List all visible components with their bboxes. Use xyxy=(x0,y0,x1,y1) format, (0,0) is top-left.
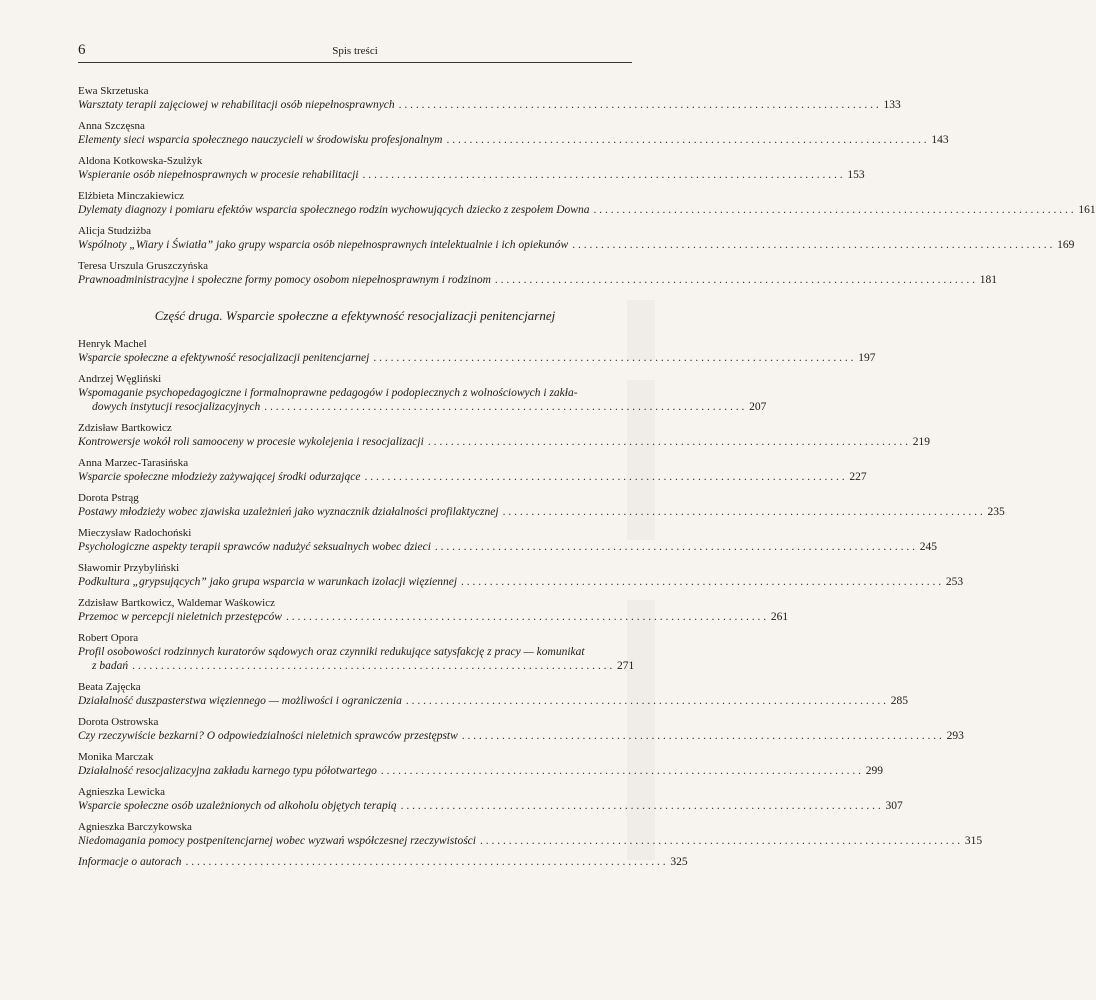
toc-entry xyxy=(78,785,903,813)
dot-leader xyxy=(260,400,746,414)
entry-title: Dylematy diagnozy i pomiaru efektów wsparcia społecznego rodzin wychowujących dziecko z zespołem Downa xyxy=(78,204,590,216)
entry-title-line xyxy=(78,540,938,554)
dot-leader xyxy=(431,540,917,554)
entry-title: Wspomaganie psychopedagogiczne i formalnoprawne pedagogów i podopiecznych z wolnościowych i zakła- xyxy=(78,387,578,399)
dot-leader xyxy=(568,238,1054,252)
entry-title: Informacje o autorach xyxy=(78,856,182,868)
entry-title: Wsparcie społeczne osób uzależnionych od alkoholu objętych terapią xyxy=(78,800,397,812)
entry-title: Postawy młodzieży wobec zjawiska uzależnień jako wyznacznik działalności profilaktycznej xyxy=(78,506,499,518)
toc-entry-final xyxy=(78,855,688,869)
toc-entry xyxy=(78,491,1005,519)
dot-leader xyxy=(128,659,614,673)
entry-title-line xyxy=(78,610,789,624)
dot-leader xyxy=(458,729,944,743)
entry-title: Prawnoadministracyjne i społeczne formy pomocy osobom niepełnosprawnym i rodzinom xyxy=(78,274,491,286)
entry-author: Mieczysław Radochoński xyxy=(78,527,192,539)
entry-page-number: 181 xyxy=(979,274,998,286)
entry-title: Niedomagania pomocy postpenitencjarnej wobec wyzwań współczesnej rzeczywistości xyxy=(78,835,476,847)
entry-author: Alicja Studziżba xyxy=(78,225,152,237)
entry-author: Anna Szczęsna xyxy=(78,120,145,132)
dot-leader xyxy=(424,435,910,449)
entry-title-line xyxy=(78,400,767,414)
entry-author: Monika Marczak xyxy=(78,751,154,763)
entry-page-number: 315 xyxy=(964,835,983,847)
entry-page-number: 285 xyxy=(890,695,909,707)
entry-page-number: 235 xyxy=(987,506,1005,518)
dot-leader xyxy=(476,834,962,848)
part-two-heading: Część druga. Wsparcie społeczne a efektywność resocjalizacji penitencjarnej xyxy=(154,308,556,323)
entry-title: Działalność resocjalizacyjna zakładu karnego typu półotwartego xyxy=(78,765,377,777)
entry-page-number: 325 xyxy=(670,856,688,868)
entry-page-number: 253 xyxy=(945,576,964,588)
entry-title: Przemoc w percepcji nieletnich przestępców xyxy=(78,611,282,623)
entry-title-line xyxy=(78,659,635,673)
entry-title: Wspólnoty „Wiary i Światła” jako grupy wsparcia osób niepełnosprawnych intelektualnie i ich opiekunów xyxy=(78,239,569,251)
dot-leader xyxy=(442,133,928,147)
entry-title: Warsztaty terapii zajęciowej w rehabilitacji osób niepełnosprawnych xyxy=(78,99,395,111)
entry-page-number: 261 xyxy=(770,611,789,623)
entry-page-number: 169 xyxy=(1057,239,1075,251)
entry-title: Wsparcie społeczne młodzieży zażywającej środki odurzające xyxy=(78,471,361,483)
dot-leader xyxy=(499,505,985,519)
entry-author: Agnieszka Barczykowska xyxy=(78,821,192,833)
toc-entry xyxy=(78,372,767,414)
entry-title: Czy rzeczywiście bezkarni? O odpowiedzialności nieletnich sprawców przestępstw xyxy=(78,730,458,742)
entry-page-number: 219 xyxy=(912,436,930,448)
entry-author: Aldona Kotkowska-Szulżyk xyxy=(78,155,203,167)
entry-author: Robert Opora xyxy=(78,632,139,644)
entry-title: Profil osobowości rodzinnych kuratorów sądowych oraz czynniki redukujące satysfakcję z pracy — komunikat xyxy=(78,646,585,658)
entry-title: Wsparcie społeczne a efektywność resocjalizacji penitencjarnej xyxy=(78,352,370,364)
entry-author: Anna Marzec-Tarasińska xyxy=(78,457,189,469)
entry-author: Andrzej Węgliński xyxy=(78,373,162,385)
entry-title-line xyxy=(78,834,983,848)
toc-entry xyxy=(78,456,867,484)
entry-title-line xyxy=(78,238,1075,252)
entry-page-number: 307 xyxy=(885,800,903,812)
entry-author: Sławomir Przybyliński xyxy=(78,562,180,574)
toc-entry xyxy=(78,154,865,182)
entry-title-line xyxy=(78,351,876,365)
entry-title: Działalność duszpasterstwa więziennego — możliwości i ograniczenia xyxy=(78,695,402,707)
dot-leader xyxy=(457,575,943,589)
table-of-contents xyxy=(78,84,1096,869)
dot-leader xyxy=(402,694,888,708)
entry-author: Teresa Urszula Gruszczyńska xyxy=(78,260,208,272)
toc-entry xyxy=(78,84,901,112)
entry-author: Zdzisław Bartkowicz, Waldemar Waśkowicz xyxy=(78,597,275,609)
entry-page-number: 153 xyxy=(847,169,865,181)
dot-leader xyxy=(397,799,883,813)
entry-page-number: 299 xyxy=(865,765,883,777)
entry-title-line xyxy=(78,729,964,743)
dot-leader xyxy=(395,98,881,112)
toc-entry xyxy=(78,631,635,673)
entry-title-line xyxy=(78,799,903,813)
entry-title-line xyxy=(78,575,964,589)
entry-page-number: 197 xyxy=(858,352,876,364)
entry-title: Kontrowersje wokół roli samooceny w procesie wykolejenia i resocjalizacji xyxy=(78,436,424,448)
running-title: Spis treści xyxy=(332,45,378,57)
entry-title-line xyxy=(78,133,949,147)
entry-page-number: 245 xyxy=(919,541,938,553)
entry-author: Elżbieta Minczakiewicz xyxy=(78,190,184,202)
entry-title-line xyxy=(78,694,909,708)
dot-leader xyxy=(359,168,845,182)
toc-entry xyxy=(78,526,938,554)
toc-entry xyxy=(78,750,883,778)
entry-title-line xyxy=(78,505,1005,519)
toc-entry xyxy=(78,337,876,365)
entry-author: Dorota Ostrowska xyxy=(78,716,159,728)
dot-leader xyxy=(360,470,846,484)
entry-title: Elementy sieci wsparcia społecznego nauczycieli w środowisku profesjonalnym xyxy=(78,134,443,146)
toc-entry xyxy=(78,259,998,287)
entry-page-number: 143 xyxy=(931,134,949,146)
entry-title-line xyxy=(78,435,930,449)
entry-page-number: 207 xyxy=(749,401,767,413)
page-number: 6 xyxy=(78,42,86,58)
entry-title: Psychologiczne aspekty terapii sprawców nadużyć seksualnych wobec dzieci xyxy=(78,541,431,553)
entry-title-line xyxy=(78,168,865,182)
entry-author: Dorota Pstrąg xyxy=(78,492,139,504)
toc-entry xyxy=(78,596,789,624)
entry-page-number: 227 xyxy=(849,471,867,483)
entry-author: Ewa Skrzetuska xyxy=(78,85,149,97)
dot-leader xyxy=(282,610,768,624)
entry-title-line xyxy=(78,855,688,869)
entry-author: Henryk Machel xyxy=(78,338,147,350)
entry-title-line xyxy=(78,273,998,287)
entry-author: Beata Zajęcka xyxy=(78,681,141,693)
entry-title: Podkultura „grypsujących” jako grupa wsparcia w warunkach izolacji więziennej xyxy=(78,576,458,588)
toc-entry xyxy=(78,224,1075,252)
entry-title-continuation: dowych instytucji resocjalizacyjnych xyxy=(92,401,261,413)
entry-page-number: 271 xyxy=(616,660,635,672)
dot-leader xyxy=(181,855,667,869)
dot-leader xyxy=(377,764,863,778)
entry-title-continuation: z badań xyxy=(92,660,129,672)
toc-entry xyxy=(78,189,1096,217)
entry-title: Wspieranie osób niepełnosprawnych w procesie rehabilitacji xyxy=(78,169,359,181)
toc-entry xyxy=(78,561,964,589)
dot-leader xyxy=(589,203,1075,217)
entry-page-number: 293 xyxy=(946,730,964,742)
page-header xyxy=(78,42,632,63)
entry-page-number: 133 xyxy=(883,99,901,111)
entry-title-line xyxy=(78,98,901,112)
toc-entry xyxy=(78,820,983,848)
toc-entry xyxy=(78,715,964,743)
toc-entry xyxy=(78,119,949,147)
toc-entry xyxy=(78,421,930,449)
dot-leader xyxy=(369,351,855,365)
entry-title-line xyxy=(78,764,883,778)
entry-author: Zdzisław Bartkowicz xyxy=(78,422,172,434)
entry-title-line xyxy=(78,203,1096,217)
entry-author: Agnieszka Lewicka xyxy=(78,786,166,798)
entry-page-number: 161 xyxy=(1078,204,1096,216)
entry-title-line xyxy=(78,470,867,484)
toc-entry xyxy=(78,680,909,708)
dot-leader xyxy=(491,273,977,287)
